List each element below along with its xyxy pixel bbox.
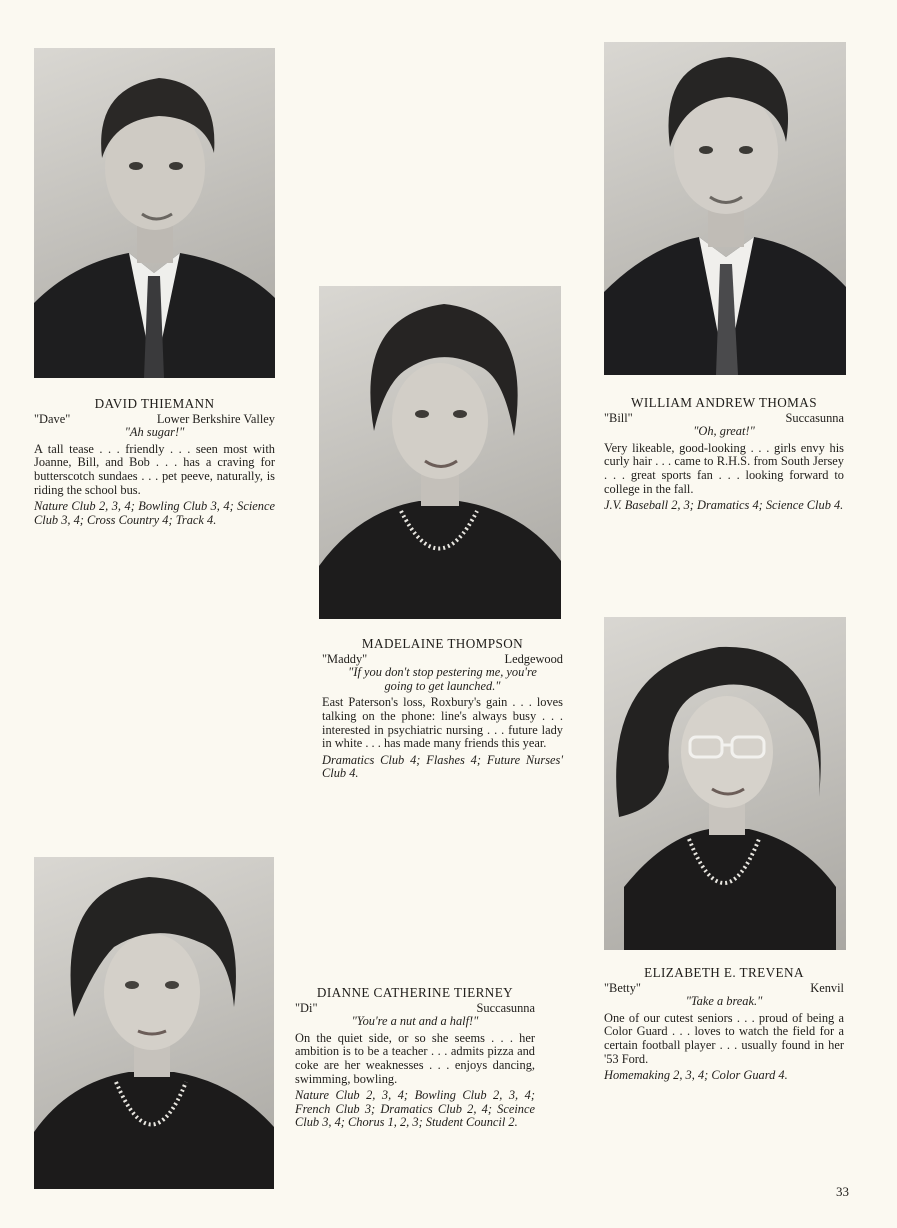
student-description: East Paterson's loss, Roxbury's gain . . . loves talking on the phone: line's always busy . . . interested in psychiatric nursing . . . future lady in white . . . has made many friends this year. [322, 695, 563, 751]
page-number: 33 [836, 1184, 849, 1199]
portrait-photo-thiemann [34, 48, 275, 378]
student-name: MADELAINE THOMPSON [361, 636, 524, 651]
student-entry-thomas [604, 396, 844, 513]
student-entry-thiemann [34, 397, 275, 527]
nickname-hometown-row [604, 982, 844, 996]
student-quote: "Take a break." [685, 994, 763, 1009]
student-name: ELIZABETH E. TREVENA [644, 965, 804, 980]
student-name: WILLIAM ANDREW THOMAS [631, 395, 817, 410]
student-activities: Dramatics Club 4; Flashes 4; Future Nurses' Club 4. [322, 752, 563, 781]
student-activities: J.V. Baseball 2, 3; Dramatics 4; Science Club 4. [604, 498, 844, 513]
student-quote: "If you don't stop pestering me, you're going to get launched." [348, 665, 537, 693]
nickname-hometown-row [295, 1002, 535, 1016]
female-portrait-icon [34, 857, 274, 1189]
student-description: Very likeable, good-looking . . . girls envy his curly hair . . . came to R.H.S. from South Jersey . . . great sports fan . . . looking forward to college in the fall. [604, 440, 844, 496]
nickname-hometown-row [604, 412, 844, 426]
student-hometown: Succasunna [476, 1000, 535, 1015]
female-glasses-portrait-icon [604, 617, 846, 950]
student-entry-thompson [322, 637, 563, 781]
student-entry-trevena [604, 966, 844, 1083]
student-hometown: Ledgewood [504, 651, 563, 666]
male-portrait-icon [604, 42, 846, 375]
student-activities: Nature Club 2, 3, 4; Bowling Club 2, 3, 4; French Club 3; Dramatics Club 2, 4; Sceince Club 3, 4; Chorus 1, 2, 3; Student Council 2. [295, 1088, 535, 1130]
male-portrait-icon [34, 48, 275, 378]
student-nickname: "Bill" [604, 410, 633, 425]
portrait-photo-tierney [34, 857, 274, 1189]
female-portrait-icon [319, 286, 561, 619]
student-activities: Homemaking 2, 3, 4; Color Guard 4. [604, 1068, 788, 1083]
student-description: A tall tease . . . friendly . . . seen most with Joanne, Bill, and Bob . . . has a craving for butterscotch sundaes . . . pet peeve, naturally, is riding the school bus. [34, 441, 275, 497]
student-hometown: Lower Berkshire Valley [156, 411, 275, 426]
student-entry-tierney [295, 986, 535, 1130]
student-description: One of our cutest seniors . . . proud of being a Color Guard . . . loves to watch the field for a certain football player . . . usually found in her '53 Ford. [604, 1010, 844, 1066]
student-nickname: "Betty" [604, 980, 641, 995]
student-nickname: "Maddy" [322, 651, 368, 666]
student-quote: "Oh, great!" [693, 424, 755, 439]
student-nickname: "Dave" [34, 411, 71, 426]
student-nickname: "Di" [295, 1000, 318, 1015]
student-activities: Nature Club 2, 3, 4; Bowling Club 3, 4; Science Club 3, 4; Cross Country 4; Track 4. [34, 499, 275, 527]
nickname-hometown-row [322, 653, 563, 667]
nickname-hometown-row [34, 413, 275, 427]
portrait-photo-thomas [604, 42, 846, 375]
student-quote: "You're a nut and a half!" [351, 1014, 479, 1029]
student-quote: "Ah sugar!" [124, 425, 185, 440]
portrait-photo-trevena [604, 617, 846, 950]
student-hometown: Kenvil [810, 980, 844, 995]
student-description: On the quiet side, or so she seems . . . her ambition is to be a teacher . . . admits pizza and coke are her weaknesses . . . enjoys dancing, swimming, bowling. [295, 1030, 535, 1086]
student-hometown: Succasunna [785, 410, 844, 425]
student-name: DIANNE CATHERINE TIERNEY [316, 985, 514, 1000]
portrait-photo-thompson [319, 286, 561, 619]
student-name: DAVID THIEMANN [94, 396, 215, 411]
